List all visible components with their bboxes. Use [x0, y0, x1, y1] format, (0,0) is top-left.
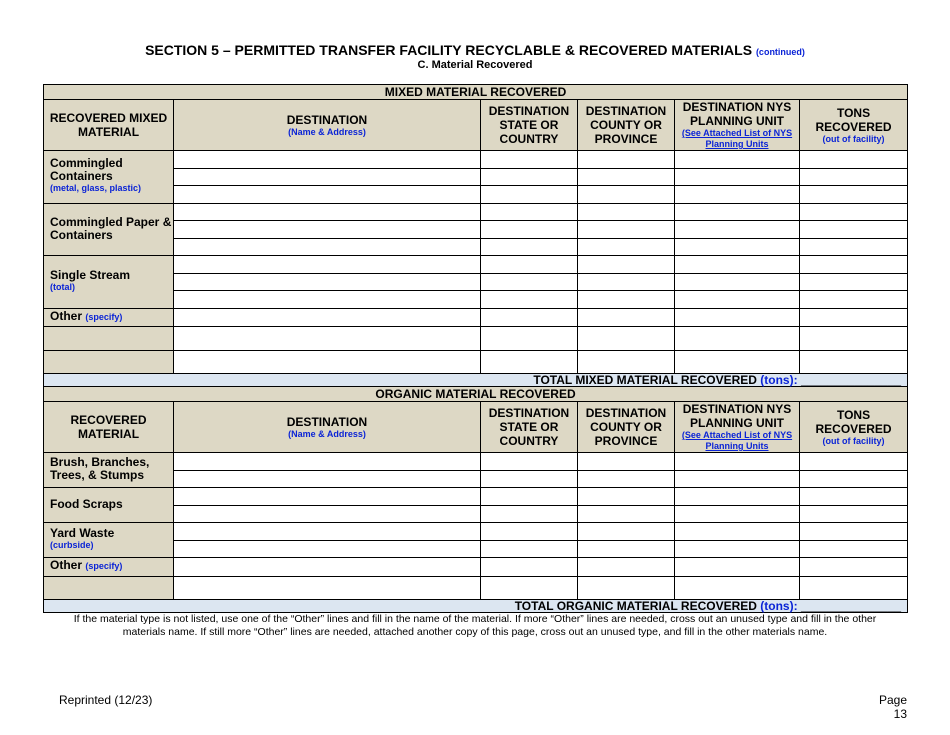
state-cell[interactable] — [481, 505, 578, 523]
reprinted-label: Reprinted (12/23) — [59, 693, 153, 707]
tons-cell[interactable] — [800, 186, 908, 204]
category-commingled-paper — [44, 203, 174, 256]
tons-cell[interactable] — [800, 168, 908, 186]
title-text: SECTION 5 – PERMITTED TRANSFER FACILITY RECYCLABLE & RECOVERED MATERIALS — [145, 42, 753, 58]
col-tons — [800, 402, 908, 453]
page-number — [879, 693, 907, 721]
tons-cell[interactable] — [800, 488, 908, 506]
col-state: DESTINATION STATE OR COUNTRY — [481, 100, 578, 151]
nys-cell[interactable] — [675, 558, 800, 577]
county-cell[interactable] — [578, 540, 675, 558]
state-cell[interactable] — [481, 470, 578, 488]
col-destination-note: (Name & Address) — [288, 126, 366, 137]
page-label: Page — [878, 693, 907, 707]
destination-cell[interactable] — [174, 151, 481, 169]
county-cell[interactable] — [578, 488, 675, 506]
destination-cell[interactable] — [174, 470, 481, 488]
tons-cell[interactable] — [800, 327, 908, 351]
state-cell[interactable] — [481, 221, 578, 239]
destination-cell[interactable] — [174, 168, 481, 186]
table-row — [44, 291, 908, 309]
page-title — [0, 42, 950, 58]
county-cell[interactable] — [578, 291, 675, 309]
county-cell[interactable] — [578, 308, 675, 327]
page-subtitle: C. Material Recovered — [417, 59, 533, 71]
category-note: (specify) — [85, 561, 123, 571]
col-tons-note: (out of facility) — [822, 133, 885, 144]
destination-cell[interactable] — [174, 308, 481, 327]
county-cell[interactable] — [578, 558, 675, 577]
table-row — [44, 505, 908, 523]
county-cell[interactable] — [578, 151, 675, 169]
nys-cell[interactable] — [675, 151, 800, 169]
col-tons-label: TONS RECOVERED — [815, 407, 892, 436]
nys-cell[interactable] — [675, 168, 800, 186]
table-row — [44, 327, 908, 351]
destination-cell[interactable] — [174, 576, 481, 600]
category-commingled-containers — [44, 151, 174, 204]
state-cell[interactable] — [481, 256, 578, 274]
destination-cell[interactable] — [174, 327, 481, 351]
table-row — [44, 168, 908, 186]
table-row — [44, 238, 908, 256]
col-nys-note[interactable]: (See Attached List of NYS Planning Units — [681, 430, 793, 451]
col-tons-label: TONS RECOVERED — [815, 105, 892, 134]
col-recovered-material: RECOVERED MATERIAL — [44, 402, 174, 453]
category-note: (specify) — [85, 311, 123, 322]
nys-cell[interactable] — [675, 470, 800, 488]
destination-cell[interactable] — [174, 540, 481, 558]
nys-cell[interactable] — [675, 273, 800, 291]
state-cell[interactable] — [481, 576, 578, 600]
nys-cell[interactable] — [675, 488, 800, 506]
other-name-cell[interactable] — [44, 350, 174, 374]
col-tons-note: (out of facility) — [822, 435, 885, 446]
county-cell[interactable] — [578, 168, 675, 186]
destination-cell[interactable] — [174, 350, 481, 374]
state-cell[interactable] — [481, 558, 578, 577]
mixed-total — [44, 374, 908, 387]
category-other — [44, 308, 174, 327]
nys-cell[interactable] — [675, 505, 800, 523]
nys-cell[interactable] — [675, 291, 800, 309]
category-label: Single Stream — [50, 268, 131, 282]
nys-cell[interactable] — [675, 350, 800, 374]
col-destination-label: DESTINATION — [286, 112, 368, 127]
mixed-section-title: MIXED MATERIAL RECOVERED — [44, 85, 908, 100]
col-destination — [174, 402, 481, 453]
tons-cell[interactable] — [800, 540, 908, 558]
nys-cell[interactable] — [675, 327, 800, 351]
state-cell[interactable] — [481, 273, 578, 291]
state-cell[interactable] — [481, 488, 578, 506]
mixed-total-row — [44, 374, 908, 387]
county-cell[interactable] — [578, 470, 675, 488]
table-row — [44, 256, 908, 274]
instructions-text: If the material type is not listed, use one of the “Other” lines and fill in the name of the material. If more “Other” lines are needed, cross out an unused type and fill in the other materials name. If still more “Other” lines are needed, attached another copy of this page, cross out an unused type, and fill in the other materials name. — [73, 613, 877, 638]
tons-cell[interactable] — [800, 203, 908, 221]
category-label: Other — [50, 558, 83, 572]
tons-cell[interactable] — [800, 470, 908, 488]
category-note: (curbside) — [50, 540, 94, 550]
state-cell[interactable] — [481, 308, 578, 327]
county-cell[interactable] — [578, 453, 675, 471]
county-cell[interactable] — [578, 523, 675, 541]
table-row — [44, 558, 908, 577]
county-cell[interactable] — [578, 221, 675, 239]
nys-cell[interactable] — [675, 308, 800, 327]
other-name-cell[interactable] — [44, 327, 174, 351]
destination-cell[interactable] — [174, 186, 481, 204]
destination-cell[interactable] — [174, 453, 481, 471]
category-label: Yard Waste — [50, 526, 115, 540]
col-destination-label: DESTINATION — [286, 414, 368, 429]
county-cell[interactable] — [578, 273, 675, 291]
nys-cell[interactable] — [675, 256, 800, 274]
table-row — [44, 203, 908, 221]
organic-total-field[interactable]: _______________ — [800, 599, 902, 613]
destination-cell[interactable] — [174, 523, 481, 541]
table-row — [44, 540, 908, 558]
tons-cell[interactable] — [800, 308, 908, 327]
organic-section-title: ORGANIC MATERIAL RECOVERED — [44, 387, 908, 402]
destination-cell[interactable] — [174, 558, 481, 577]
destination-cell[interactable] — [174, 238, 481, 256]
table-row — [44, 186, 908, 204]
col-nys-note[interactable]: (See Attached List of NYS Planning Units — [681, 128, 793, 149]
destination-cell[interactable] — [174, 505, 481, 523]
state-cell[interactable] — [481, 540, 578, 558]
category-note: (total) — [50, 282, 75, 292]
table-row — [44, 350, 908, 374]
state-cell[interactable] — [481, 350, 578, 374]
county-cell[interactable] — [578, 186, 675, 204]
county-cell[interactable] — [578, 203, 675, 221]
nys-cell[interactable] — [675, 523, 800, 541]
col-county: DESTINATION COUNTY OR PROVINCE — [578, 402, 675, 453]
destination-cell[interactable] — [174, 488, 481, 506]
table-row — [44, 488, 908, 506]
state-cell[interactable] — [481, 453, 578, 471]
organic-total-label: TOTAL ORGANIC MATERIAL RECOVERED — [514, 599, 757, 613]
county-cell[interactable] — [578, 505, 675, 523]
material-recovered-table — [43, 84, 908, 613]
mixed-total-field[interactable]: _______________ — [800, 373, 902, 387]
continued-label: (continued) — [755, 47, 805, 57]
category-brush — [44, 453, 174, 488]
county-cell[interactable] — [578, 327, 675, 351]
nys-cell[interactable] — [675, 186, 800, 204]
nys-cell[interactable] — [675, 576, 800, 600]
category-label: Commingled Containers — [50, 156, 123, 183]
table-row — [44, 151, 908, 169]
category-label: Brush, Branches, Trees, & Stumps — [50, 455, 150, 482]
category-single-stream — [44, 256, 174, 309]
col-nys-label: DESTINATION NYS PLANNING UNIT — [682, 402, 792, 430]
category-yard-waste — [44, 523, 174, 558]
tons-cell[interactable] — [800, 238, 908, 256]
tons-cell[interactable] — [800, 523, 908, 541]
county-cell[interactable] — [578, 238, 675, 256]
organic-total-row — [44, 600, 908, 613]
county-cell[interactable] — [578, 256, 675, 274]
col-nys — [675, 100, 800, 151]
category-note: (metal, glass, plastic) — [50, 183, 142, 193]
category-other — [44, 558, 174, 577]
other-name-cell[interactable] — [44, 576, 174, 600]
state-cell[interactable] — [481, 203, 578, 221]
table-row — [44, 576, 908, 600]
state-cell[interactable] — [481, 186, 578, 204]
tons-cell[interactable] — [800, 256, 908, 274]
tons-cell[interactable] — [800, 151, 908, 169]
category-label: Other — [50, 308, 83, 323]
table-row — [44, 470, 908, 488]
col-recovered-mixed-material: RECOVERED MIXED MATERIAL — [44, 100, 174, 151]
tons-cell[interactable] — [800, 273, 908, 291]
state-cell[interactable] — [481, 151, 578, 169]
table-row — [44, 523, 908, 541]
table-row — [44, 273, 908, 291]
organic-total-unit: (tons): — [760, 599, 798, 613]
county-cell[interactable] — [578, 576, 675, 600]
destination-cell[interactable] — [174, 221, 481, 239]
destination-cell[interactable] — [174, 291, 481, 309]
state-cell[interactable] — [481, 327, 578, 351]
county-cell[interactable] — [578, 350, 675, 374]
mixed-total-unit: (tons): — [760, 373, 798, 387]
nys-cell[interactable] — [675, 453, 800, 471]
col-nys — [675, 402, 800, 453]
col-nys-label: DESTINATION NYS PLANNING UNIT — [682, 100, 792, 128]
col-destination — [174, 100, 481, 151]
col-state: DESTINATION STATE OR COUNTRY — [481, 402, 578, 453]
state-cell[interactable] — [481, 168, 578, 186]
tons-cell[interactable] — [800, 558, 908, 577]
tons-cell[interactable] — [800, 576, 908, 600]
tons-cell[interactable] — [800, 453, 908, 471]
tons-cell[interactable] — [800, 505, 908, 523]
mixed-column-headers — [44, 100, 908, 151]
tons-cell[interactable] — [800, 221, 908, 239]
tons-cell[interactable] — [800, 350, 908, 374]
table-row — [44, 308, 908, 327]
col-tons — [800, 100, 908, 151]
tons-cell[interactable] — [800, 291, 908, 309]
col-destination-note: (Name & Address) — [288, 428, 366, 439]
nys-cell[interactable] — [675, 540, 800, 558]
category-label: Food Scraps — [50, 497, 123, 511]
destination-cell[interactable] — [174, 256, 481, 274]
page-number-value: 13 — [893, 707, 907, 721]
category-label: Commingled Paper & Containers — [50, 214, 172, 242]
state-cell[interactable] — [481, 291, 578, 309]
mixed-total-label: TOTAL MIXED MATERIAL RECOVERED — [533, 373, 757, 387]
col-county: DESTINATION COUNTY OR PROVINCE — [578, 100, 675, 151]
category-food-scraps — [44, 488, 174, 523]
nys-cell[interactable] — [675, 221, 800, 239]
nys-cell[interactable] — [675, 203, 800, 221]
table-row — [44, 221, 908, 239]
destination-cell[interactable] — [174, 273, 481, 291]
organic-column-headers — [44, 402, 908, 453]
destination-cell[interactable] — [174, 203, 481, 221]
organic-total — [44, 600, 908, 613]
state-cell[interactable] — [481, 238, 578, 256]
nys-cell[interactable] — [675, 238, 800, 256]
state-cell[interactable] — [481, 523, 578, 541]
table-row — [44, 453, 908, 471]
